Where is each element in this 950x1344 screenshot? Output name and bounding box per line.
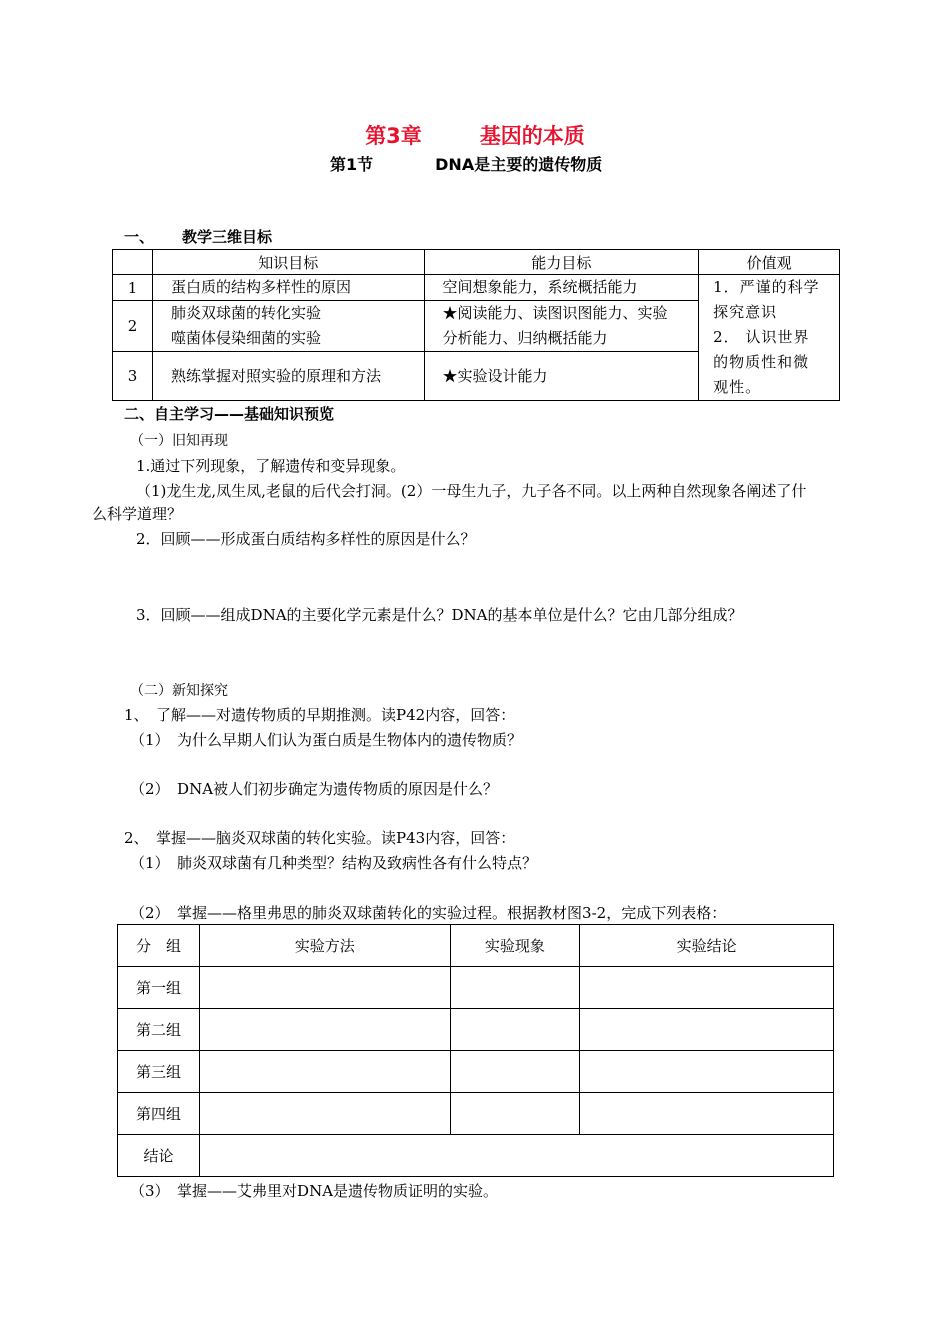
goals-ability-cell [424, 301, 699, 352]
question-3: 3．回顾——组成DNA的主要化学元素是什么？DNA的基本单位是什么？它由几部分组成？ [136, 606, 743, 624]
goals-header-no [113, 250, 153, 275]
part2-heading [124, 403, 334, 424]
goals-header-values: 价值观 [699, 250, 840, 275]
chapter-name: 基因的本质 [479, 124, 585, 148]
group-label: 第一组 [118, 967, 200, 1009]
knowledge-text: 熟练掌握对照实验的原理和方法 [170, 366, 381, 385]
goals-row [113, 275, 840, 301]
conclusion-cell[interactable] [580, 1009, 834, 1051]
part2-title: 自主学习——基础知识预览 [154, 405, 335, 423]
section-name: DNA是主要的遗传物质 [435, 155, 603, 174]
header-method: 实验方法 [199, 925, 450, 967]
values-line: 2． 认识世界 [713, 328, 810, 346]
ability-text: 分析能力、归纳概括能力 [442, 329, 608, 347]
experiment-table [117, 924, 834, 1177]
subsection-new: （二）新知探究 [130, 683, 228, 699]
goals-ability-cell [424, 275, 699, 301]
goals-ability-cell [424, 352, 699, 401]
new-item-1: 1、 了解——对遗传物质的早期推测。读P42内容，回答： [124, 706, 516, 724]
part2-number: 二、 [124, 405, 155, 423]
experiment-header-row [118, 925, 834, 967]
header-phenomenon: 实验现象 [450, 925, 580, 967]
question-1: 1.通过下列现象，了解遗传和变异现象。 [136, 457, 406, 475]
ability-text: 空间想象能力，系统概括能力 [442, 278, 638, 296]
ability-text: ★实验设计能力 [442, 366, 548, 385]
part1-heading [124, 226, 272, 247]
phenomenon-cell[interactable] [450, 1051, 580, 1093]
goals-header-knowledge: 知识目标 [152, 250, 424, 275]
experiment-row [118, 967, 834, 1009]
goals-values-cell [699, 275, 840, 401]
part1-title: 教学三维目标 [182, 228, 273, 246]
goals-row-number: 1 [113, 275, 153, 301]
question-1-detail: （1)龙生龙,凤生凤,老鼠的后代会打洞。(2）一母生九子，九子各不同。以上两种自然现象各阐述了什 [136, 482, 807, 500]
knowledge-text: 肺炎双球菌的转化实验 [170, 304, 321, 322]
method-cell[interactable] [199, 1093, 450, 1135]
overall-conclusion-cell[interactable] [199, 1135, 833, 1177]
new-item-2-3: （3） 掌握——艾弗里对DNA是遗传物质证明的实验。 [130, 1182, 499, 1200]
conclusion-cell[interactable] [580, 1051, 834, 1093]
conclusion-cell[interactable] [580, 967, 834, 1009]
question-2: 2．回顾——形成蛋白质结构多样性的原因是什么？ [136, 530, 476, 548]
knowledge-text: 噬菌体侵染细菌的实验 [170, 329, 321, 347]
experiment-row [118, 1093, 834, 1135]
phenomenon-cell[interactable] [450, 1009, 580, 1051]
section-number: 第1节 [330, 155, 374, 174]
header-conclusion: 实验结论 [580, 925, 834, 967]
method-cell[interactable] [199, 1051, 450, 1093]
knowledge-text: 蛋白质的结构多样性的原因 [170, 278, 351, 296]
method-cell[interactable] [199, 1009, 450, 1051]
goals-knowledge-cell [152, 275, 424, 301]
group-label: 第二组 [118, 1009, 200, 1051]
conclusion-cell[interactable] [580, 1093, 834, 1135]
ability-text: ★阅读能力、读图识图能力、实验 [442, 304, 668, 322]
goals-header-row [113, 250, 840, 275]
goals-table [112, 249, 840, 401]
header-group: 分 组 [118, 925, 200, 967]
phenomenon-cell[interactable] [450, 967, 580, 1009]
experiment-row [118, 1051, 834, 1093]
section-title [330, 152, 602, 175]
chapter-number: 第3章 [365, 124, 422, 148]
new-item-2-1: （1） 肺炎双球菌有几种类型？结构及致病性各有什么特点？ [130, 854, 538, 872]
values-line: 1．严谨的科学 [713, 278, 820, 296]
subsection-review: （一）旧知再现 [130, 433, 228, 449]
chapter-title [0, 120, 950, 150]
experiment-conclusion-row [118, 1135, 834, 1177]
method-cell[interactable] [199, 967, 450, 1009]
group-label: 第三组 [118, 1051, 200, 1093]
new-item-2: 2、 掌握——脑炎双球菌的转化实验。读P43内容，回答： [124, 829, 516, 847]
group-label: 第四组 [118, 1093, 200, 1135]
values-line: 的物质性和微 [713, 353, 810, 371]
goals-knowledge-cell [152, 301, 424, 352]
goals-knowledge-cell [152, 352, 424, 401]
goals-row-number: 3 [113, 352, 153, 401]
new-item-1-2: （2） DNA被人们初步确定为遗传物质的原因是什么？ [130, 780, 499, 798]
experiment-row [118, 1009, 834, 1051]
phenomenon-cell[interactable] [450, 1093, 580, 1135]
new-item-2-2: （2） 掌握——格里弗思的肺炎双球菌转化的实验过程。根据教材图3-2，完成下列表格： [130, 904, 727, 922]
goals-header-ability: 能力目标 [424, 250, 699, 275]
new-item-1-1: （1） 为什么早期人们认为蛋白质是生物体内的遗传物质？ [130, 731, 523, 749]
goals-row-number: 2 [113, 301, 153, 352]
values-line: 探究意识 [713, 303, 778, 321]
conclusion-label: 结论 [118, 1135, 200, 1177]
part1-number: 一、 [124, 228, 155, 246]
question-1-detail-cont: 么科学道理？ [92, 505, 183, 523]
values-line: 观性。 [713, 378, 762, 396]
